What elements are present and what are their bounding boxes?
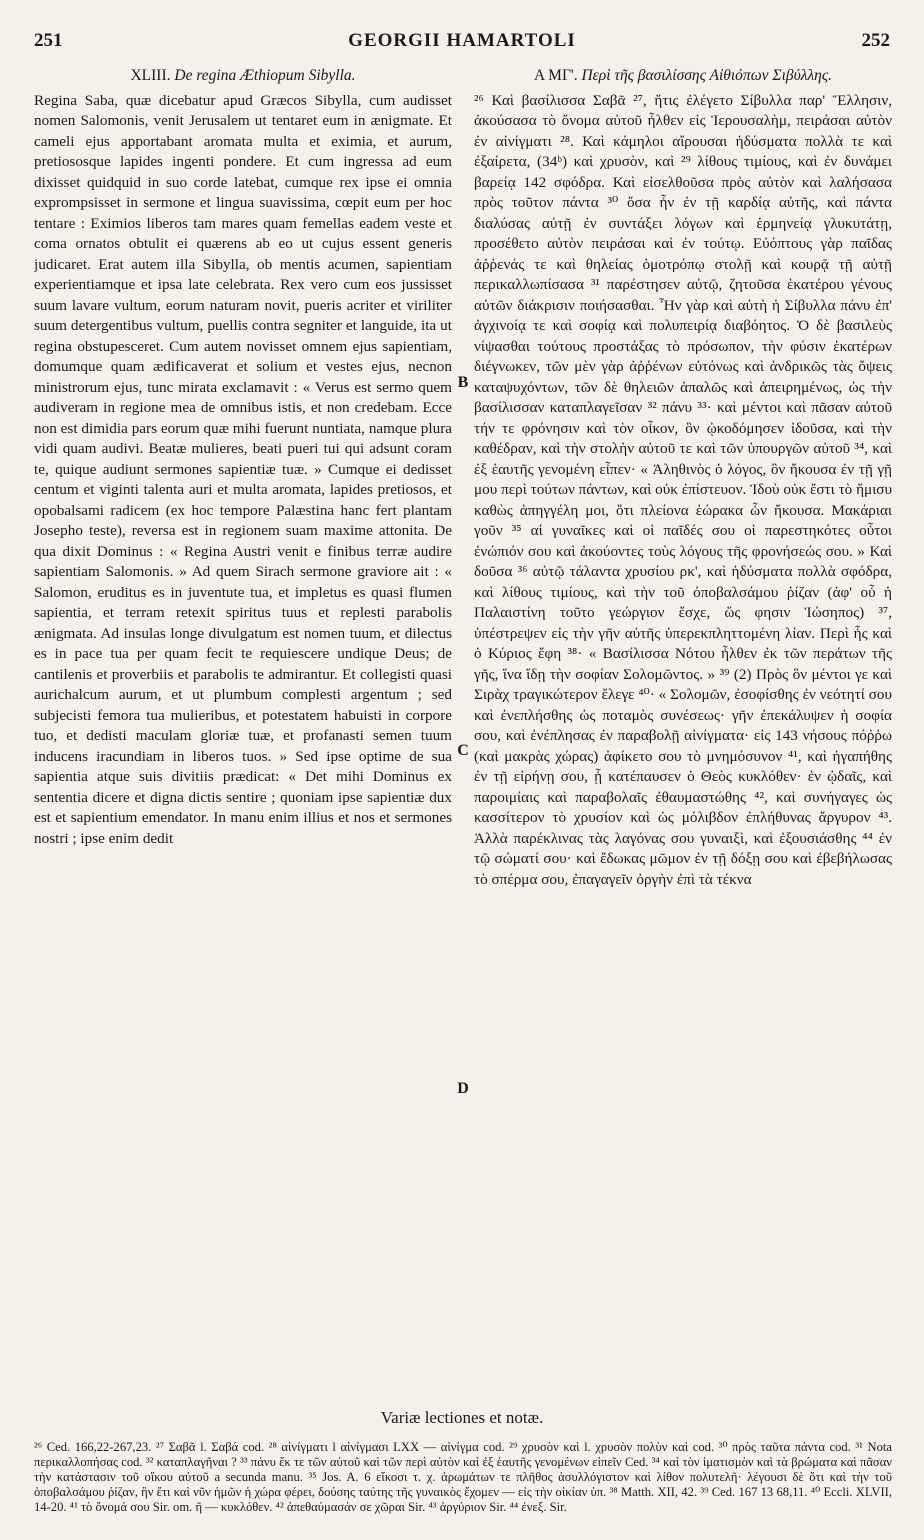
running-title: GEORGII HAMARTOLI [348,30,576,51]
greek-heading-number: Α ΜΓ'. [533,67,578,84]
greek-heading [474,66,892,87]
page-number-left: 251 [34,30,63,51]
latin-body-text: Regina Saba, quæ dicebatur apud Græcos Sibylla, cum audisset nomen Salomonis, venit Jerusalem ut tentaret eum in ænigmate. Et cameli ejus apportabant aromata multa et eximia, et aurum, pretiososque lapides ingenti pondere. Et cum ingressa ad eum dixisset quidquid in suo corde latebat, cumque rex ipse ei omnia exprompsisset in sermone et lingua suavissima, cœpit eum per hoc tentare : Eximios liberos tam mares quam femellas eadem veste et coma ornatos obtulit ei quærens ab eo ut cujus essent generis judicaret. Erat autem illa Sibylla, ob mentis acumen, sapientiam experientiamque et ipsa late celebrata. Rex vero cum eos jussisset suum lavare vultum, eorum naturam novit, pueris acriter et viriliter suum detergentibus vultum, puellis contra segniter et languide, ita ut regina obstupesceret. Cum autem novisset omnem ejus sapientiam, domumque quam ædificaverat et solium et vestes ejus, necnon ministrorum ejus, tunc mirata exclamavit : « Verus est sermo quem audiveram in regione mea de omnibus istis, et non credebam. Ecce non est dimidia pars eorum quæ mihi fuerunt nuntiata, namque plura vidi quam audivi. Beatæ mulieres, beati pueri tui qui adsunt coram te, quique audiunt sermones sapientiæ tuæ. » Cumque ei dedisset centum et viginti talenta auri et multa aromata, lapides pretiosos, et opobalsami radicem (ex hoc tempore Palæstina hanc fert plantam Josepho teste), reversa est in regionem suam maxime attonita. De qua dixit Dominus : « Regina Austri venit e finibus terræ audire sapientiam Salomonis. » Ad quem Sirach sermone graviore ait : « Salomon, eruditus es in juventute tua, et impletus es quasi flumen sapientia, et terram retexit spiritus tuus et replesti parabolis ænigmata. Ad insulas longe divulgatum est nomen tuum, et dilectus es in pace tua per quam fecit te requiescere undique Deus; de cantilenis et proverbiis et parabolis te admirantur. Et collegisti quasi aurichalcum aurum, et ut plumbum complesti argentum ; sed subjecisti femora tua mulieribus, et potestatem habuisti in corpore tuo, et dedisti maculam gloriæ tuæ, et profanasti semen tuum inducens iracundiam in liberos tuos. » Sed ipse optime de sua sapientia atque suis divitiis prædicat: « Det mihi Dominus ex sententia dicere et digna dictis sentire ; quoniam ipse sapientiæ dux est et sapientium emendator. In manu enim illius et nos et sermones nostri ; ipse enim dedit [34,91,452,847]
page-number-right: 252 [861,30,890,51]
section-marker-c: C [457,742,469,759]
section-marker-d: D [457,1080,469,1097]
greek-column [474,66,892,1378]
notes-title: Variæ lectiones et notæ. [380,1408,544,1427]
latin-heading-number: XLIII. [130,67,171,84]
variant-notes: ²⁶ Ced. 166,22-267,23. ²⁷ Σαβᾶ l. Σαβά cod. ²⁸ αἰνίγματι l αἰνίγμασι LXX — αἰνίγμα cod. ²⁹ χρυσὸν καὶ l. χρυσὸν πολὺν καὶ cod. ³⁰ πρὸς ταῦτα πάντα cod. ³¹ Nota περικαλλοπήσας cod. ³² καταπλαγῆναι ? ³³ πάνυ ἔκ τε τῶν αὐτοῦ καὶ τῶν περὶ αὐτὸν καὶ ἐξ ἑαυτῆς γενομένων εἰπεῖν Ced. ³⁴ καὶ τὸν ἱματισμὸν καὶ τὰ βρώματα καὶ πᾶσαν τὴν κατάστασιν τοῦ οἴκου αὐτοῦ a secunda manu. ³⁵ Jos. A. 6 εἴκοσι τ. χ. ἀρωμάτων τε πλῆθος ἀσυλλόγιστον καὶ λίθον πολυτελῆ· λέγουσι δὲ ὅτι καὶ τὴν τοῦ ὀποβαλσάμου ῥίζαν, ἣν ἔτι καὶ νῦν ἡμῶν ἡ χώρα φέρει, δούσης ταύτης τῆς γυναικὸς ἔχομεν — εἰς τὴν οἰκίαν ὑπ. ³⁸ Matth. XII, 42. ³⁹ Ced. 167 13 68,11. ⁴⁰ Eccli. XLVII, 14-20. ⁴¹ τὸ ὄνομά σου Sir. om. ῆ — κυκλόθεν. ⁴² ἀπεθαύμασάν σε χῶραι Sir. ⁴³ ἀργύριον Sir. ⁴⁴ ἐνεξ. Sir. [34,1440,892,1514]
page-header [34,30,890,60]
section-marker-b: B [457,374,469,391]
latin-column [34,66,452,1378]
latin-heading-title: De regina Æthiopum Sibylla. [174,67,356,84]
latin-heading [34,66,452,87]
greek-heading-title: Περὶ τῆς βασιλίσσης Αἰθιόπων Σιβύλλης. [581,67,833,84]
greek-body-text: ²⁶ Καὶ βασίλισσα Σαβᾶ ²⁷, ἥτις ἐλέγετο Σίβυλλα παρ' Ἕλλησιν, ἀκούσασα τὸ ὄνομα αὐτοῦ ἦλθεν εἰς Ἱερουσαλὴμ, πειράσαι αὐτὸν ἐν αἰνίγματι ²⁸. Καὶ κάμηλοι αἴρουσαι ἡδύσματα πολλὰ τε καὶ ἐξαίρετα, (34ᵇ) καὶ χρυσὸν, καὶ ²⁹ λίθους τιμίους, καὶ ἐν δυνάμει βαρείᾳ 142 σφόδρα. Καὶ εἰσελθοῦσα πρὸς αὐτὸν καὶ λαλήσασα πρὸς τοῦτον πάντα ³⁰ ὅσα ἦν ἐν τῇ καρδίᾳ αὐτῆς, καὶ πάντα διαλύσας αὐτῇ ἐν συντάξει λόγων καὶ ἑρμηνείᾳ γλυκυτάτῃ, προσέθετο αὐτὸν πειράσαι καὶ ἐν τούτῳ. Εὐόπτους γὰρ παῖδας ἀῤῥενάς τε καὶ θηλείας ὁμοτρόπῳ στολῇ καὶ κουρᾷ τῇ αὐτῇ περικαλλωπίσασα ³¹ παρέστησεν αὐτῷ, ζητοῦσα ἑκατέρου γένους αὐτῶν διάκρισιν ποιήσασθαι. Ἦν γὰρ καὶ αὐτὴ ἡ Σίβυλλα πάνυ ἐπ' ἀγχινοίᾳ τε καὶ σοφίᾳ καὶ πολυπειρίᾳ διαβόητος. Ὁ δὲ βασιλεὺς νίψασθαι τούτους προστάξας τὸ πρόσωπον, τὴν φύσιν ἑκατέρων διέγνωκεν, τῶν μὲν γὰρ ἀῤῥένων εὐτόνως καὶ ἀνδρικῶς τὰς ὄψεις καταψυχόντων, τῶν δὲ θηλειῶν ἁπαλῶς καὶ ἀπειρημένως, ὡς τὴν βασίλισσαν καταπλαγεῖσαν ³² πάνυ ³³· καὶ μέντοι καὶ πᾶσαν αὐτοῦ τήν τε φρόνησιν καὶ τὸν οἶκον, ὃν ᾠκοδόμησεν ἰδοῦσα, καὶ τὴν καθέδραν, καὶ τὴν στολὴν αὐτοῦ τε καὶ τῶν ὑπουργῶν αὐτοῦ ³⁴, καὶ ἐξ ἑαυτῆς γενομένη εἶπεν· « Ἀληθινὸς ὁ λόγος, ὃν ἤκουσα ἐν τῇ γῇ μου περὶ τούτων πάντων, καὶ οὐκ ἐπίστευον. Ἰδοὺ οὐκ ἔστι τὸ ἥμισυ καθὼς ἀπηγγέλη μοι, ὅτι πλείονα ἑώρακα ὧν ἤκουσα. Μακάριαι γοῦν ³⁵ αἱ γυναῖκες καὶ οἱ παῖδές σου οἱ παρεστηκότες οὗτοι ἐνώπιόν σου καὶ ἀκούοντες τοὺς λόγους τῆς φρονήσεώς σου. » Καὶ δοῦσα ³⁶ αὐτῷ τάλαντα χρυσίου ρκ', καὶ ἡδύσματα πολλὰ σφόδρα, καὶ λίθους τιμίους, καὶ τὴν τοῦ ὀποβαλσάμου ῥίζαν (ἀφ' οὗ ἡ Παλαιστίνη τοῦτο γεώργιον ἔσχε, ὥς φησιν Ἰώσηπος) ³⁷, ὑπέστρεψεν εἰς τὴν γῆν αὐτῆς ὑπερεκπληττομένη λίαν. Περὶ ἧς καὶ ὁ Κύριος ἔφη ³⁸· « Βασίλισσα Νότου ἦλθεν ἐκ τῶν περάτων τῆς γῆς, ἵνα ἴδῃ τὴν σοφίαν Σολομῶντος. » ³⁹ (2) Πρὸς ὃν μέντοι γε καὶ Σιρὰχ τραγικώτερον ἔλεγε ⁴⁰· « Σολομῶν, ἐσοφίσθης ἐν νεότητί σου καὶ ἐνεπλήσθης ὡς ποταμὸς συνέσεως· γῆν ἐπεκάλυψεν ἡ σοφία σου, καὶ ἐνέπλησας ἐν παραβολῇ αἰνίγματα· εἰς 143 νήσους πόῤῥω (καὶ μακρὰς χώρας) ἀφίκετο σου τὸ μνημόσυνον ⁴¹, καὶ ἠγαπήθης ἐν τῇ εἰρήνῃ σου, ᾗ κατέπαυσεν ὁ Θεὸς κυκλόθεν· ἐν ᾠδαῖς, καὶ παροιμίαις καὶ παραβολαῖς ἐθαυμαστώθης ⁴², καὶ συνήγαγες ὡς κασσίτερον τὸ χρυσίον καὶ ὡς μόλιβδον ἐπλήθυνας ἄργυρον ⁴³. Ἀλλὰ παρέκλινας τὰς λαγόνας σου γυναιξὶ, καὶ ἐξουσιάσθης ⁴⁴ ἐν τῷ σώματί σου· καὶ ἔδωκας μῶμον ἐν τῇ δόξῃ σου καὶ ἐβεβήλωσας τὸ σπέρμα σου, ἐπαγαγεῖν ὀργὴν ἐπὶ τὰ τέκνα [474,91,892,888]
